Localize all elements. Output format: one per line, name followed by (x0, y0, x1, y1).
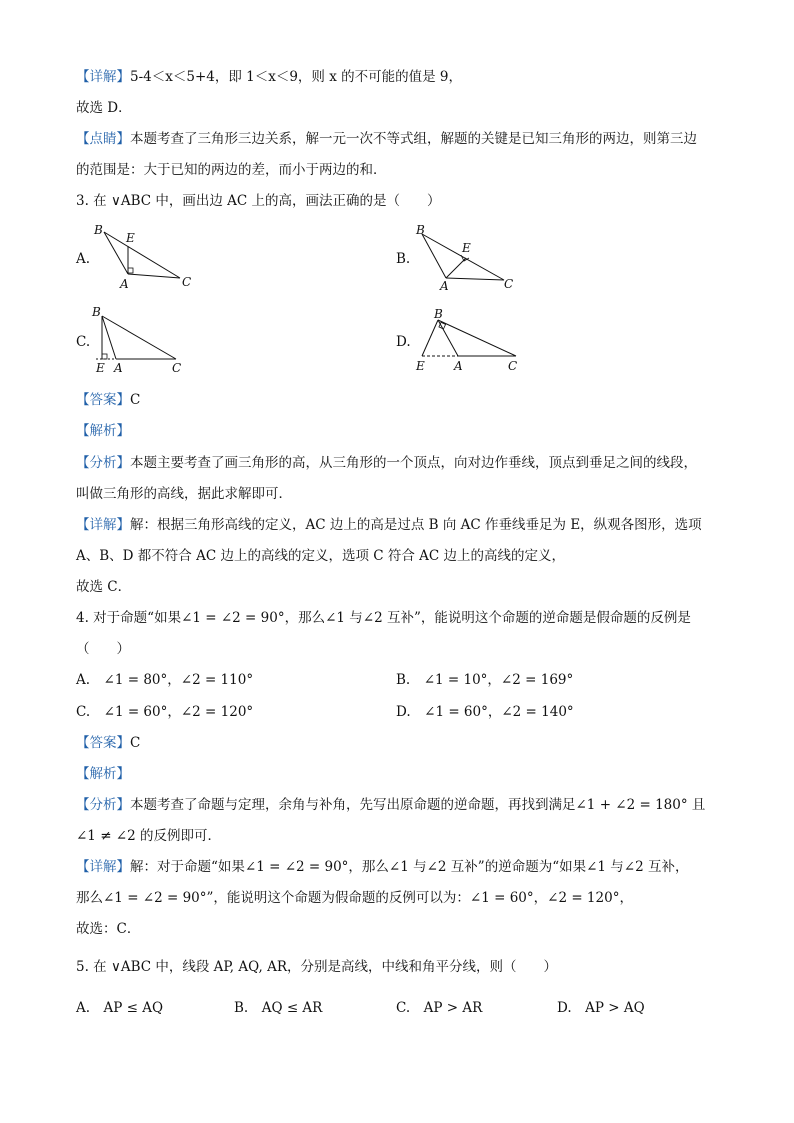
detail-text: 解：根据三角形高线的定义，AC 边上的高是过点 B 向 AC 作垂线垂足为 E，纵观各图形，选项 (130, 517, 702, 533)
vertex-c-label: C (508, 359, 518, 373)
analysis-tag: 【解析】 (76, 423, 130, 439)
vertex-b-label: B (92, 305, 101, 319)
q3-figure-b (408, 222, 528, 294)
vertex-a-label: A (440, 279, 449, 293)
fenxi-4-line-2: ∠1 ≠ ∠2 的反例即可． (76, 828, 221, 844)
vertex-c-label: C (182, 275, 192, 289)
q4-option-a: A. ∠1 = 80°，∠2 = 110° (76, 672, 254, 688)
detail-text: 5-4＜x＜5+4，即 1＜x＜9，则 x 的不可能的值是 9， (130, 69, 463, 85)
detail-tag: 【详解】 (76, 859, 130, 875)
fenxi-text: 本题主要考查了画三角形的高，从三角形的一个顶点，向对边作垂线，顶点到垂足之间的线段， (130, 455, 697, 471)
fenxi-text: 本题考查了命题与定理，余角与补角，先写出原命题的逆命题，再找到满足∠1 + ∠2 = 180° 且 (130, 797, 706, 813)
vertex-a-label: A (120, 277, 129, 291)
answer-tag: 【答案】 (76, 735, 130, 751)
q3-figure-c (88, 304, 208, 378)
detail-tag: 【详解】 (76, 69, 130, 85)
vertex-e-label: E (126, 231, 135, 245)
analysis-3 (76, 422, 130, 440)
comment-text: 本题考查了三角形三边关系，解一元一次不等式组，解题的关键是已知三角形的两边，则第三边 (130, 131, 697, 147)
comment-line (76, 130, 697, 148)
fenxi-tag: 【分析】 (76, 455, 130, 471)
q4-option-b: B. ∠1 = 10°，∠2 = 169° (396, 672, 574, 688)
choice-line: 故选 D． (76, 100, 132, 116)
comment-tag: 【点睛】 (76, 131, 130, 147)
q3-option-d-label: D. (396, 334, 411, 350)
answer-value: C (130, 392, 141, 408)
q3-option-c-label: C. (76, 334, 91, 350)
detail-tag: 【详解】 (76, 517, 130, 533)
q3-option-b-label: B. (396, 251, 411, 267)
fenxi-3-line-2: 叫做三角形的高线，据此求解即可． (76, 486, 292, 502)
vertex-a-label: A (114, 361, 123, 375)
q4-option-c: C. ∠1 = 60°，∠2 = 120° (76, 704, 254, 720)
answer-4 (76, 734, 140, 752)
vertex-b-label: B (434, 307, 443, 321)
q5-option-c: C. AP > AR (396, 1000, 483, 1016)
q3-figure-d (408, 304, 528, 378)
question-5: 5. 在 ∨ABC 中，线段 AP, AQ, AR，分别是高线，中线和角平分线，则（ ） (76, 959, 557, 975)
detail-text: 解：对于命题“如果∠1 = ∠2 = 90°，那么∠1 与∠2 互补”的逆命题为“如果∠1 与∠2 互补， (130, 859, 689, 875)
fenxi-tag: 【分析】 (76, 797, 130, 813)
vertex-a-label: A (454, 359, 463, 373)
analysis-tag: 【解析】 (76, 766, 130, 782)
vertex-b-label: B (416, 223, 425, 237)
q4-option-d: D. ∠1 = 60°，∠2 = 140° (396, 704, 574, 720)
fenxi-3 (76, 454, 697, 472)
analysis-4 (76, 765, 130, 783)
q3-figure-a (88, 222, 208, 294)
vertex-b-label: B (94, 223, 103, 237)
answer-3 (76, 391, 140, 409)
q5-option-a: A. AP ≤ AQ (76, 1000, 164, 1016)
q3-option-a-label: A. (76, 251, 91, 267)
question-3: 3. 在 ∨ABC 中，画出边 AC 上的高，画法正确的是（ ） (76, 193, 441, 209)
detail-3-line-3: 故选 C． (76, 579, 132, 595)
question-4: 4. 对于命题“如果∠1 = ∠2 = 90°，那么∠1 与∠2 互补”，能说明这个命题的逆命题是假命题的反例是 (76, 610, 691, 626)
vertex-c-label: C (172, 361, 182, 375)
fenxi-4 (76, 796, 705, 814)
vertex-c-label: C (504, 277, 514, 291)
answer-value: C (130, 735, 141, 751)
detail-4-line-3: 故选：C． (76, 921, 141, 937)
comment-line-2: 的范围是：大于已知的两边的差，而小于两边的和． (76, 162, 387, 178)
detail-4 (76, 858, 689, 876)
vertex-e-label: E (96, 361, 105, 375)
detail-3-line-2: A、B、D 都不符合 AC 边上的高线的定义，选项 C 符合 AC 边上的高线的定义， (76, 548, 566, 564)
vertex-e-label: E (462, 241, 471, 255)
question-4-line-2: （ ） (76, 641, 130, 657)
answer-tag: 【答案】 (76, 392, 130, 408)
detail-3 (76, 516, 702, 534)
detail-4-line-2: 那么∠1 = ∠2 = 90°”，能说明这个命题为假命题的反例可以为：∠1 = 60°，∠2 = 120°， (76, 890, 633, 906)
vertex-e-label: E (416, 359, 425, 373)
q5-option-b: B. AQ ≤ AR (234, 1000, 323, 1016)
q5-option-d: D. AP > AQ (557, 1000, 645, 1016)
detail-line (76, 68, 462, 86)
